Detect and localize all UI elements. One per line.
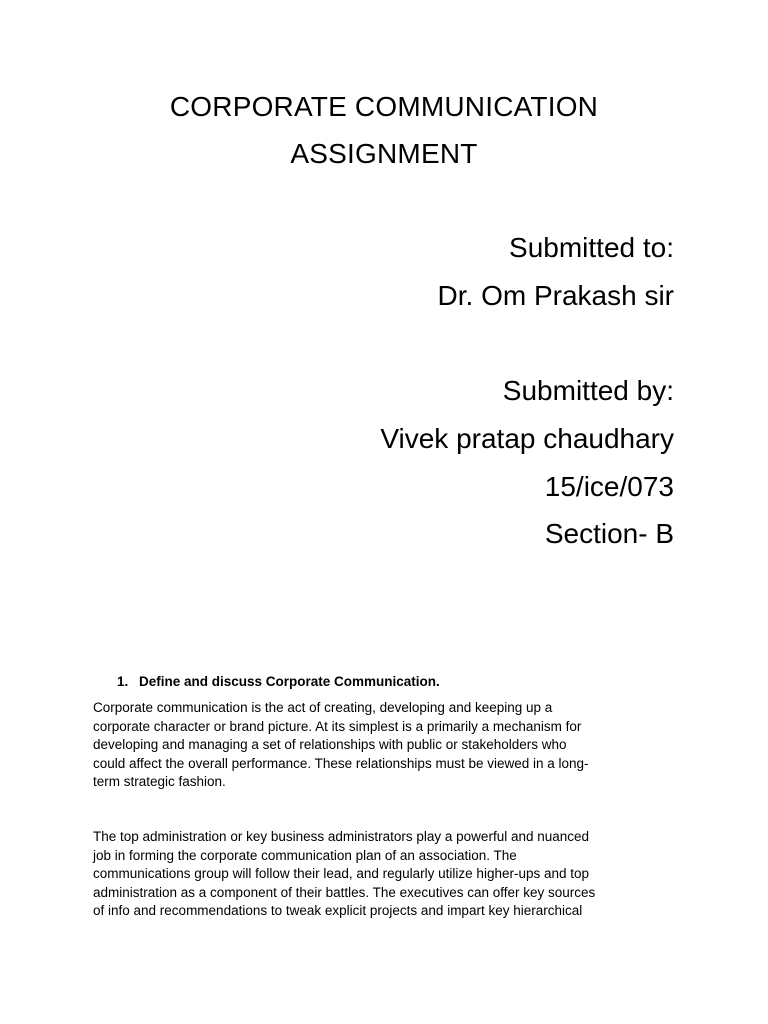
paragraph-line: corporate character or brand picture. At its simplest is a primarily a mechanism for xyxy=(93,718,582,734)
paragraph-line: of info and recommendations to tweak explicit projects and impart key hierarchical xyxy=(93,903,583,919)
paragraph-1 xyxy=(93,699,683,792)
paragraph-line: The top administration or key business administrators play a powerful and nuanced xyxy=(93,829,590,844)
roll-number: 15/ice/073 xyxy=(544,471,674,502)
paragraph-line: job in forming the corporate communication plan of an association. The xyxy=(93,847,517,863)
document-title-line-1: CORPORATE COMMUNICATION xyxy=(169,91,599,122)
submitted-by-name: Vivek pratap chaudhary xyxy=(380,423,674,454)
paragraph-2 xyxy=(93,828,683,921)
document-title-line-2: ASSIGNMENT xyxy=(290,138,478,169)
submitted-to-label: Submitted to: xyxy=(509,232,674,263)
paragraph-line: term strategic fashion. xyxy=(93,774,226,790)
paragraph-line: Corporate communication is the act of creating, developing and keeping up a xyxy=(93,700,553,715)
question-number: 1. xyxy=(117,674,129,689)
question-heading xyxy=(117,673,440,691)
paragraph-line: developing and managing a set of relationships with public or stakeholders who xyxy=(93,737,567,753)
paragraph-line: communications group will follow their lead, and regularly utilize higher-ups and top xyxy=(93,866,590,882)
paragraph-line: could affect the overall performance. These relationships must be viewed in a long- xyxy=(93,755,589,771)
submitted-to-name: Dr. Om Prakash sir xyxy=(437,280,674,311)
submitted-by-label: Submitted by: xyxy=(502,375,674,406)
question-text: Define and discuss Corporate Communication. xyxy=(139,674,440,689)
section-label: Section- B xyxy=(544,518,674,549)
paragraph-line: administration as a component of their battles. The executives can offer key sources xyxy=(93,884,596,900)
